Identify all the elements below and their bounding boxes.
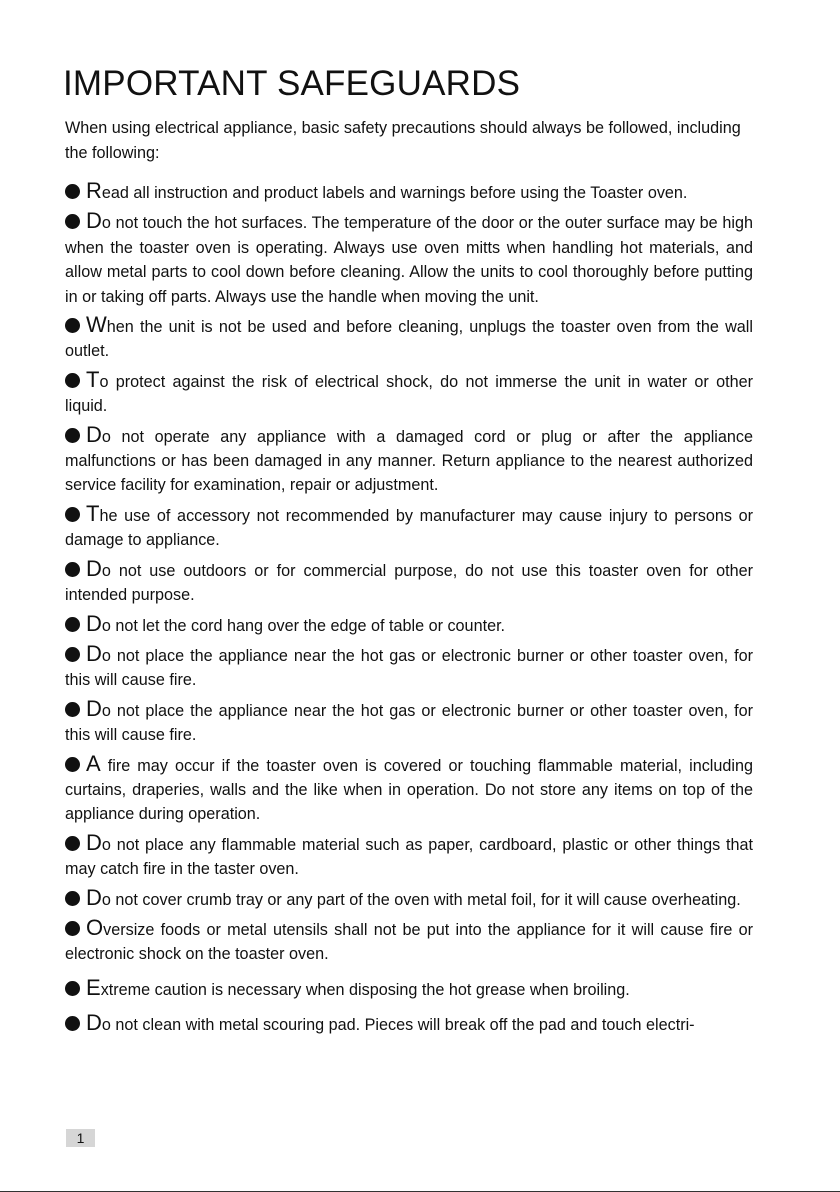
item-text: ead all instruction and product labels and warnings before using the Toaster oven. xyxy=(101,184,688,202)
item-text: fire may occur if the toaster oven is covered or touching flammable material, including curtains, draperies, walls and the like when in operation. Do not store any items on top of the appliance during operation. xyxy=(65,756,753,824)
item-initial-letter: W xyxy=(86,312,107,338)
safeguard-item xyxy=(65,421,753,498)
item-initial-letter: A xyxy=(86,750,101,776)
document-page xyxy=(65,62,753,1049)
item-initial-letter: D xyxy=(86,695,102,721)
bullet-icon xyxy=(65,617,80,632)
bullet-icon xyxy=(65,647,80,662)
safeguard-item xyxy=(65,1010,753,1037)
page-number: 1 xyxy=(66,1129,95,1147)
bullet-icon xyxy=(65,891,80,906)
item-initial-letter: D xyxy=(86,829,102,855)
item-initial-letter: D xyxy=(86,555,102,581)
safeguard-item xyxy=(65,974,753,1002)
bullet-icon xyxy=(65,318,80,333)
bullet-icon xyxy=(65,1016,80,1031)
safeguard-item xyxy=(65,695,753,748)
intro-text: When using electrical appliance, basic safety precautions should always be followed, including the following: xyxy=(65,119,741,162)
item-initial-letter: D xyxy=(86,208,102,234)
item-text: o not clean with metal scouring pad. Pieces will break off the pad and touch electri- xyxy=(101,1016,695,1035)
item-text: o not touch the hot surfaces. The temperature of the door or the outer surface may be high when the toaster oven is operating. Always use oven mitts when handling hot materials, and allow metal parts to cool down before cleaning. Allow the units to cool thoroughly before putting in or taking off parts. Always use the handle when moving the unit. xyxy=(65,214,753,306)
bullet-icon xyxy=(65,702,80,717)
bullet-icon xyxy=(65,757,80,772)
bullet-icon xyxy=(65,836,80,851)
item-initial-letter: T xyxy=(86,500,100,526)
page-title: IMPORTANT SAFEGUARDS xyxy=(63,64,521,103)
bullet-icon xyxy=(65,562,80,577)
safeguard-item xyxy=(65,312,753,364)
safeguard-item xyxy=(65,208,753,309)
item-text: hen the unit is not be used and before cleaning, unplugs the toaster oven from the wall outlet. xyxy=(65,318,753,361)
bullet-icon xyxy=(65,981,80,996)
bullet-icon xyxy=(65,373,80,388)
safeguard-item xyxy=(65,366,753,419)
bullet-icon xyxy=(65,214,80,229)
item-text: o not operate any appliance with a damaged cord or plug or after the appliance malfunctions or has been damaged in any manner. Return appliance to the nearest authorized service facility for examination, repair or adjustment. xyxy=(65,427,753,495)
item-initial-letter: D xyxy=(86,610,102,636)
safeguard-item xyxy=(65,829,753,882)
bullet-icon xyxy=(65,428,80,443)
item-text: o not let the cord hang over the edge of table or counter. xyxy=(101,616,506,635)
item-text: o not place the appliance near the hot gas or electronic burner or other toaster oven, for this will cause fire. xyxy=(65,646,753,690)
safeguard-item xyxy=(65,884,753,912)
item-text: versize foods or metal utensils shall not be put into the appliance for it will cause fire or electronic shock on the toaster oven. xyxy=(65,920,753,964)
bullet-icon xyxy=(65,507,80,522)
safeguard-item xyxy=(65,610,753,638)
item-initial-letter: D xyxy=(86,1010,102,1036)
bullet-icon xyxy=(65,184,80,199)
item-text: o not place the appliance near the hot gas or electronic burner or other toaster oven, for this will cause fire. xyxy=(65,701,753,745)
item-initial-letter: T xyxy=(86,366,100,392)
safeguard-item xyxy=(65,640,753,693)
safeguard-item xyxy=(65,914,753,967)
item-initial-letter: E xyxy=(86,974,101,1000)
item-initial-letter: D xyxy=(86,421,102,447)
bullet-icon xyxy=(65,921,80,936)
item-text: o not use outdoors or for commercial purpose, do not use this toaster oven for other intended purpose. xyxy=(65,561,753,605)
item-initial-letter: R xyxy=(86,178,102,203)
item-text: xtreme caution is necessary when disposing the hot grease when broiling. xyxy=(100,980,630,999)
safeguard-item xyxy=(65,750,753,827)
item-initial-letter: D xyxy=(86,884,102,910)
item-text: o not cover crumb tray or any part of the oven with metal foil, for it will cause overheating. xyxy=(101,890,741,909)
item-text: he use of accessory not recommended by manufacturer may cause injury to persons or damage to appliance. xyxy=(65,506,753,550)
item-initial-letter: O xyxy=(86,914,104,940)
safeguard-item xyxy=(65,500,753,553)
safeguard-list xyxy=(65,178,753,1038)
item-text: o not place any flammable material such as paper, cardboard, plastic or other things that may catch fire in the taster oven. xyxy=(65,835,753,879)
item-initial-letter: D xyxy=(86,640,102,666)
safeguard-item xyxy=(65,555,753,608)
safeguard-item xyxy=(65,178,753,205)
item-text: o protect against the risk of electrical shock, do not immerse the unit in water or other liquid. xyxy=(65,372,753,416)
